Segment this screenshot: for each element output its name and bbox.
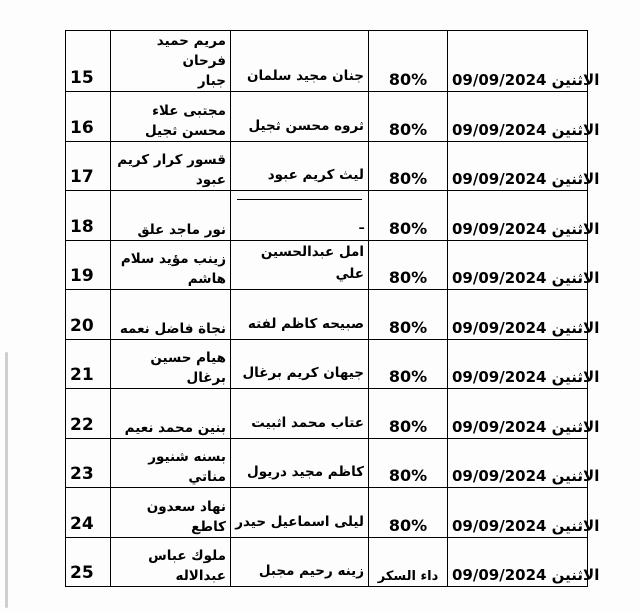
table-row (66, 438, 588, 488)
guardian-name-text: صبيحه كاظم لفته (247, 315, 364, 332)
student-name (111, 240, 231, 290)
guardian-name (231, 438, 369, 488)
table-row (66, 389, 588, 439)
date-cell: الاثنين 09/09/2024 (448, 537, 588, 587)
guardian-name-text: ثروه محسن ثجيل (248, 117, 364, 134)
student-name (111, 438, 231, 488)
row-number: 21 (66, 339, 111, 389)
guardian-name (231, 488, 369, 538)
guardian-name (231, 31, 369, 92)
guardian-name (231, 191, 369, 241)
guardian-name-text: ـ (359, 216, 364, 233)
student-name (111, 537, 231, 587)
guardian-name-text: ليث كريم عبود (267, 167, 364, 183)
student-name (111, 141, 231, 191)
percentage-cell: 80% (369, 240, 448, 290)
guardian-name (231, 389, 369, 439)
guardian-name (231, 290, 369, 340)
date-cell: الاثنين 09/09/2024 (448, 438, 588, 488)
row-number: 16 (66, 92, 111, 142)
percentage-cell: 80% (369, 488, 448, 538)
date-cell: الاثنين 09/09/2024 (448, 339, 588, 389)
guardian-name (231, 240, 369, 290)
student-name (111, 488, 231, 538)
records-table (65, 30, 600, 587)
guardian-name-text: كاظم مجيد دريول (247, 464, 364, 480)
date-cell: الاثنين 09/09/2024 (448, 31, 588, 92)
student-name-text: نجاة فاضل نعمه (119, 320, 226, 337)
student-name-text: نهاد سعدون كاطع (146, 498, 226, 535)
guardian-name-text: عتاب محمد اثبيت (251, 414, 364, 431)
table-row (66, 191, 588, 241)
table-row (66, 537, 588, 587)
table-row (66, 488, 588, 538)
table-row (66, 290, 588, 340)
percentage-cell: 80% (369, 31, 448, 92)
row-number: 23 (66, 438, 111, 488)
student-name-text: مجتبى علاء محسن ثجيل (144, 102, 226, 139)
row-number: 15 (66, 31, 111, 92)
date-cell: الاثنين 09/09/2024 (448, 141, 588, 191)
student-name-text: نور ماجد علق (137, 221, 226, 238)
student-name (111, 339, 231, 389)
student-name-text: بنين محمد نعيم (124, 419, 226, 436)
student-name (111, 389, 231, 439)
student-name-text: هيام حسين برغال (150, 350, 226, 386)
guardian-name (231, 92, 369, 142)
table-row (66, 141, 588, 191)
student-name-text: مريم حميد فرحان جبار (156, 33, 226, 89)
row-number: 17 (66, 141, 111, 191)
percentage-cell: 80% (369, 191, 448, 241)
table-row (66, 339, 588, 389)
student-name (111, 92, 231, 142)
percentage-cell: 80% (369, 92, 448, 142)
date-cell: الاثنين 09/09/2024 (448, 92, 588, 142)
table-row (66, 240, 588, 290)
date-cell: الاثنين 09/09/2024 (448, 290, 588, 340)
row-number: 25 (66, 537, 111, 587)
row-number: 24 (66, 488, 111, 538)
guardian-name-text: زينه رحيم مجبل (258, 563, 364, 579)
guardian-name-text: امل عبدالحسين علي (260, 244, 364, 282)
student-name (111, 290, 231, 340)
row-number: 18 (66, 191, 111, 241)
scrollbar[interactable] (5, 352, 8, 608)
percentage-cell: 80% (369, 290, 448, 340)
table-row (66, 31, 588, 92)
student-name-text: ملوك عباس عبدالاله (148, 548, 226, 584)
row-number: 22 (66, 389, 111, 439)
percentage-cell: 80% (369, 339, 448, 389)
percentage-cell: 80% (369, 141, 448, 191)
guardian-name-text: جنان مجيد سلمان (246, 68, 364, 84)
table-row (66, 92, 588, 142)
student-name (111, 191, 231, 241)
empty-line (237, 199, 362, 200)
date-cell: الاثنين 09/09/2024 (448, 488, 588, 538)
guardian-name-text: جيهان كريم برغال (242, 365, 364, 381)
guardian-name (231, 537, 369, 587)
student-name-text: قسور كرار كريم عبود (117, 152, 226, 188)
student-name-text: بسنه شنيور مناتي (148, 449, 226, 485)
date-cell: الاثنين 09/09/2024 (448, 191, 588, 241)
row-number: 20 (66, 290, 111, 340)
student-name-text: زينب مؤيد سلام هاشم (120, 251, 226, 287)
percentage-cell: 80% (369, 438, 448, 488)
guardian-name (231, 141, 369, 191)
records-table-body (66, 31, 600, 587)
percentage-cell: 80% (369, 389, 448, 439)
percentage-cell: داء السكر (369, 537, 448, 587)
student-name (111, 31, 231, 92)
guardian-name-text: ليلى اسماعيل حيدر (235, 513, 364, 530)
date-cell: الاثنين 09/09/2024 (448, 240, 588, 290)
row-number: 19 (66, 240, 111, 290)
guardian-name (231, 339, 369, 389)
date-cell: الاثنين 09/09/2024 (448, 389, 588, 439)
